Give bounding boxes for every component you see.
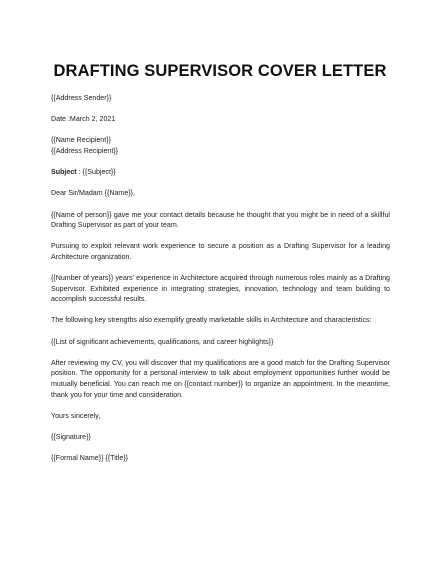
address-recipient: {{Address Recipient}} xyxy=(51,146,119,155)
letter-date: Date :March 2, 2021 xyxy=(51,115,116,124)
paragraph-closing-request: After reviewing my CV, you will discover that my qualifications are a good match for the Drafting Supervisor position. The opportunity for a personal interview to talk about employment opportunities further would be mutually beneficial. You can reach me on {{contact number}} to organize an appointment. In the meantime, thank you for your time and consideration. xyxy=(51,358,390,399)
signature: {{Signature}} xyxy=(51,433,91,441)
paragraph-achievements: {{List of significant achievements, qualifications, and career highlights}} xyxy=(51,337,274,346)
closing: Yours sincerely, xyxy=(51,411,101,420)
formal-name-title: {{Formal Name}} {{Title}} xyxy=(51,454,129,463)
letter-body xyxy=(51,93,390,464)
paragraph-experience: {{Number of years}} years' experience in Architecture acquired through numerous roles mainly as a Drafting Supervisor. Exhibited experience in integrating strategies, innovation, technology and team building to accomplish successful results. xyxy=(51,274,390,304)
subject-label: Subject xyxy=(51,168,77,177)
subject-line xyxy=(51,167,390,178)
letter-title: DRAFTING SUPERVISOR COVER LETTER xyxy=(53,62,387,80)
address-sender: {{Address Sender}} xyxy=(51,94,112,102)
paragraph-referral: {{Name of person}} gave me your contact details because he thought that you might be in need of a skillful Drafting Supervisor as part of your team. xyxy=(51,210,390,230)
paragraph-strengths: The following key strengths also exemplify greatly marketable skills in Architecture and characteristics: xyxy=(51,316,372,325)
paragraph-objective: Pursuing to exploit relevant work experience to secure a position as a Drafting Supervisor for a leading Architecture organization. xyxy=(51,242,390,261)
name-recipient: {{Name Recipient}} xyxy=(51,136,111,145)
salutation: Dear Sir/Madam {{Name}}, xyxy=(51,189,135,198)
subject-value: : {{Subject}} xyxy=(76,168,116,177)
